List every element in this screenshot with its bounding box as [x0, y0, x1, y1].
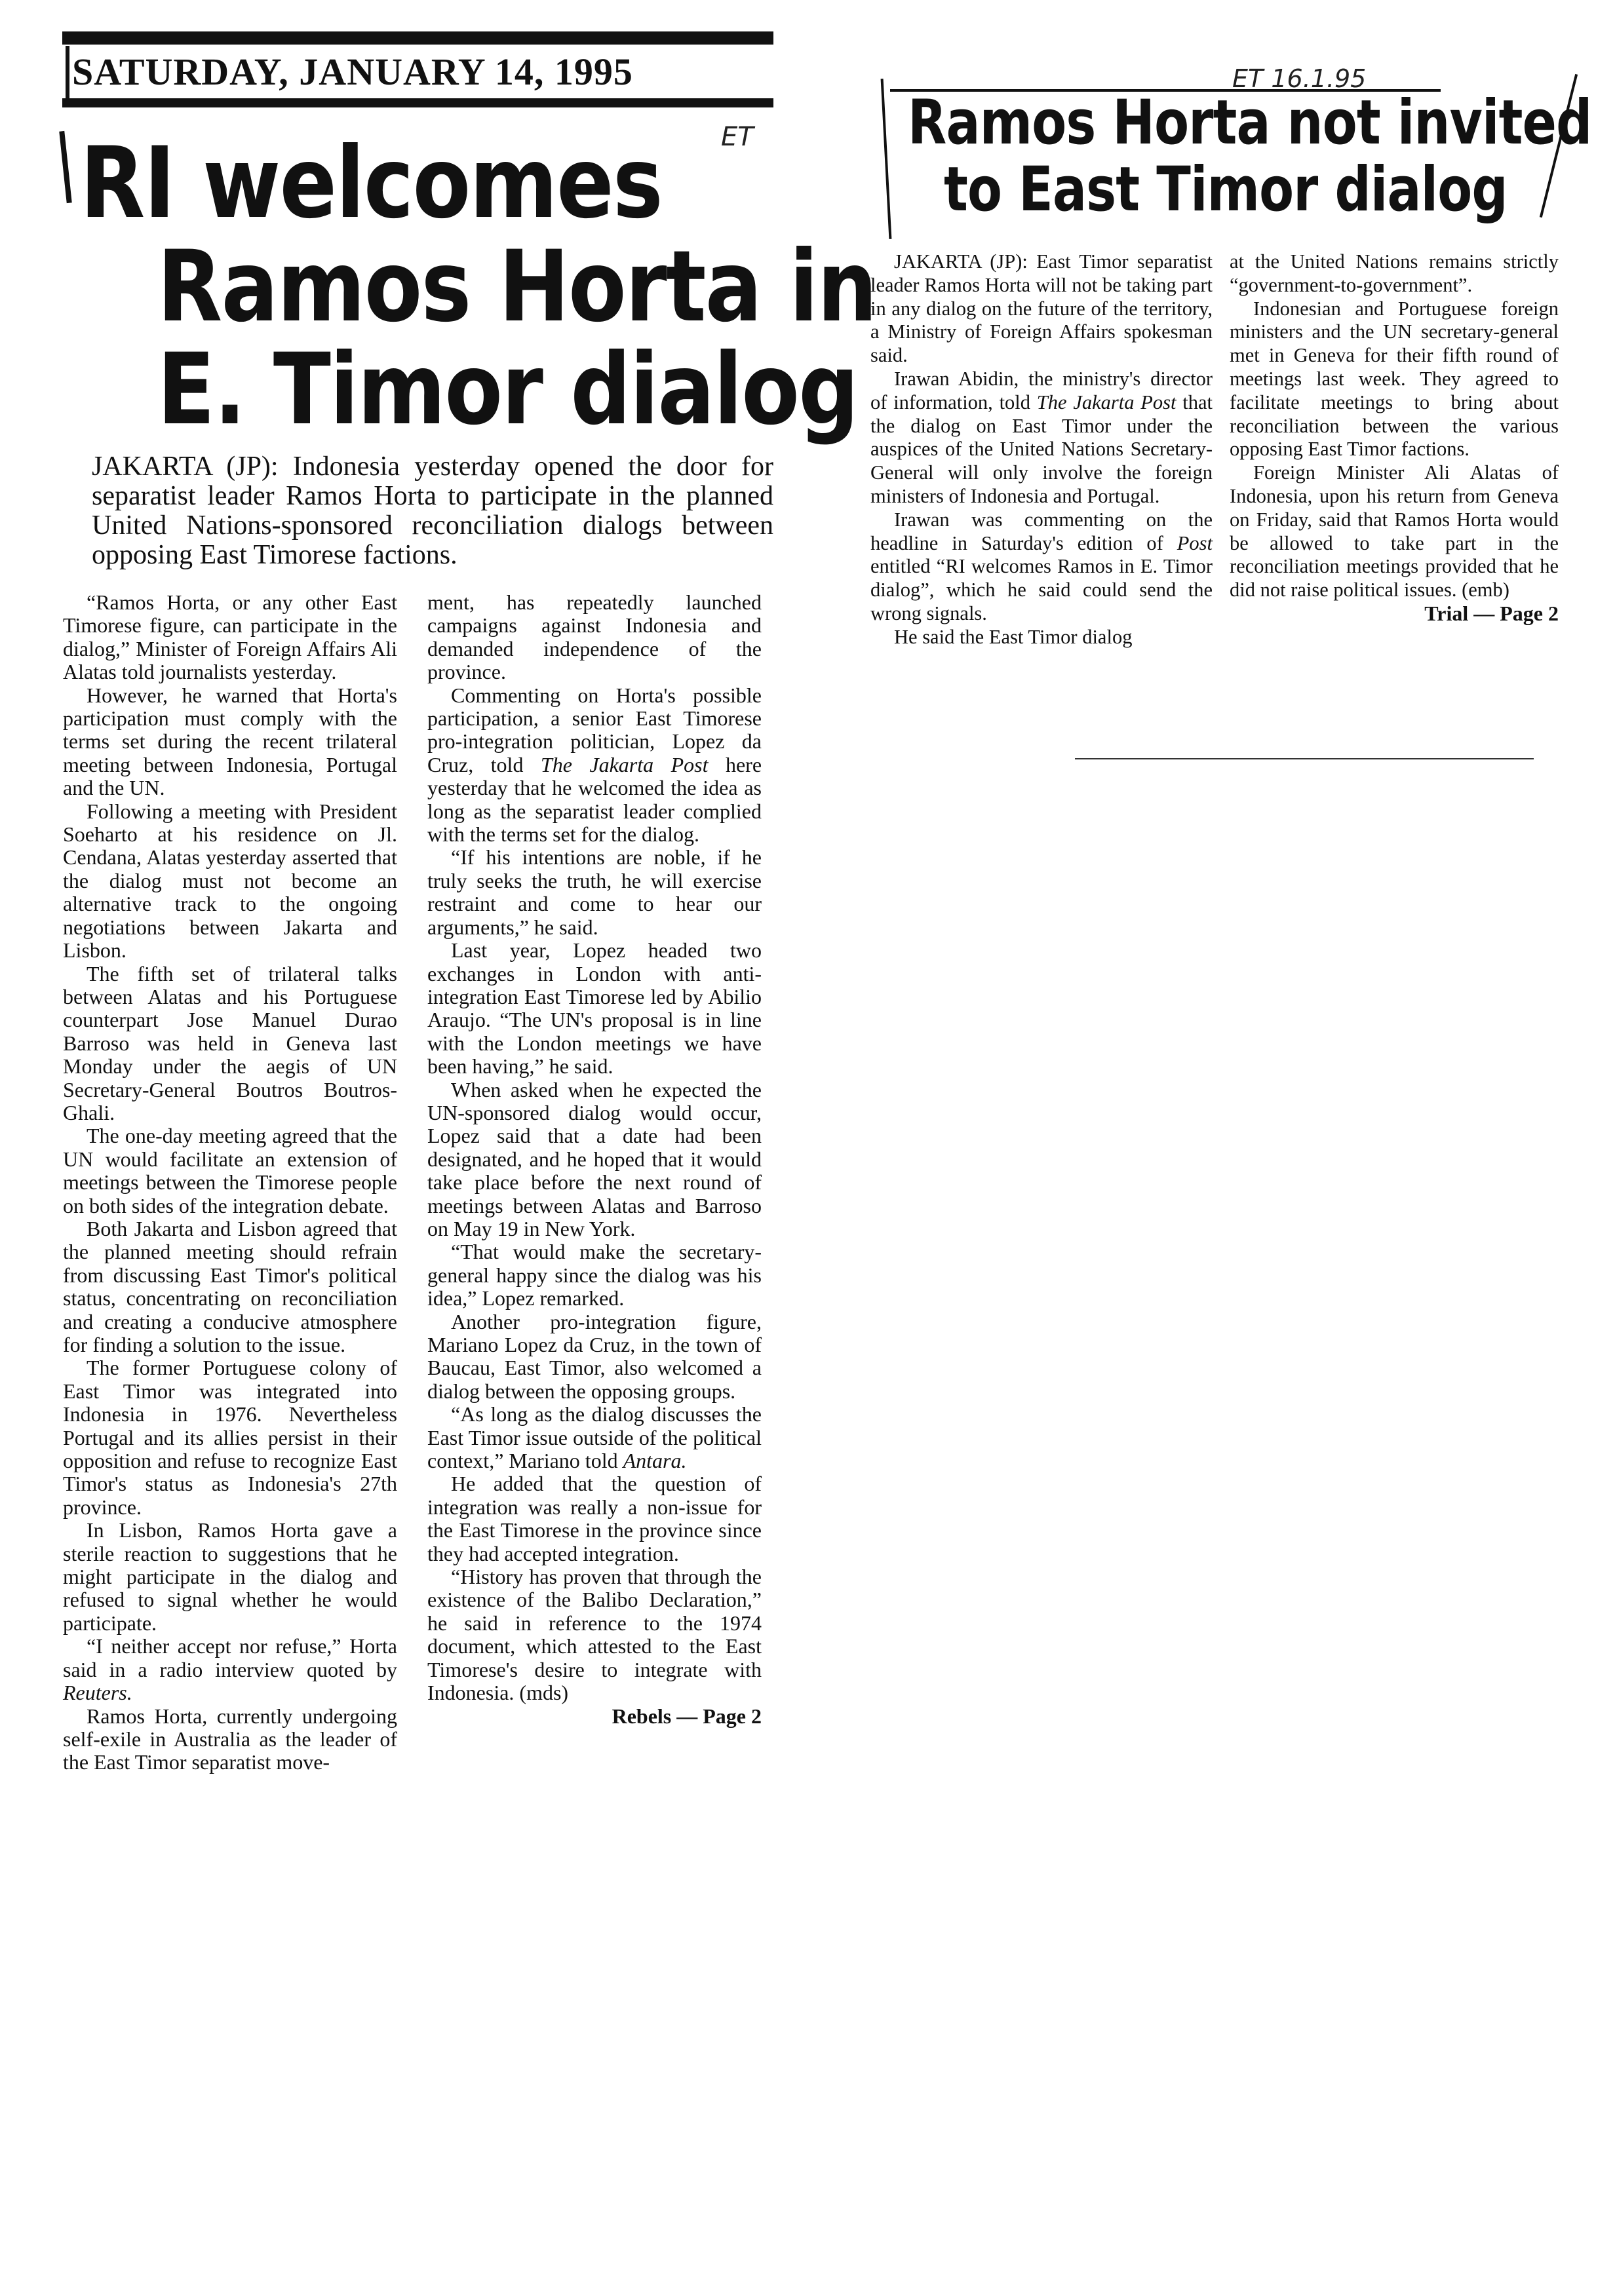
paragraph: “If his intentions are noble, if he truly seeks the truth, he will exercise restraint and come to hear our arguments,” he said.: [427, 845, 762, 939]
paragraph: Following a meeting with President Soeharto at his residence on Jl. Cendana, Alatas yesterday asserted that the dialog must not become an alternative track to the ongoing negotiations between Jakarta and Lisbon.: [63, 799, 397, 963]
dateline-bracket: [66, 46, 69, 98]
paragraph: The one-day meeting agreed that the UN would facilitate an extension of meetings between the Timorese people on both sides of the integration debate.: [63, 1124, 397, 1217]
publication-name: Post: [1177, 531, 1213, 554]
right-article-column-2: [1230, 250, 1559, 626]
paragraph-text: Irawan Abidin, the ministry's director of information, told: [870, 367, 1213, 413]
dateline-rule-bottom: [62, 98, 773, 107]
source-name: Reuters.: [63, 1681, 132, 1705]
paragraph-text: that the dialog on East Timor under the auspices of the United Nations Secretary-General will only involve the foreign ministers of Indonesia and Portugal.: [870, 391, 1213, 507]
article-lead: JAKARTA (JP): Indonesia yesterday opened the door for separatist leader Ramos Horta to participate in the planned United Nations-sponsored reconciliation dialogs between opposing East Timorese factions.: [92, 451, 773, 570]
handwritten-mark: ET: [721, 122, 754, 152]
paragraph-text: “I neither accept nor refuse,” Horta said in a radio interview quoted by: [63, 1634, 397, 1681]
paragraph: [63, 1635, 397, 1704]
paragraph: The former Portuguese colony of East Timor was integrated into Indonesia in 1976. Nevertheless Portugal and its allies persist in their opposition and refuse to recognize East Timor's status as Indonesia's 27th province.: [63, 1356, 397, 1519]
paragraph: “That would make the secretary-general happy since the dialog was his idea,” Lopez remarked.: [427, 1240, 762, 1311]
paragraph: “History has proven that through the existence of the Balibo Declaration,” he said in reference to the 1974 document, which attested to the East Timorese's desire to integrate with Indonesia. (mds): [427, 1565, 762, 1705]
paragraph: [427, 1403, 762, 1472]
right-headline-line-2: to East Timor dialog: [944, 154, 1508, 225]
paragraph-text: entitled “RI welcomes Ramos in E. Timor dialog”, which he said could send the wrong signals.: [870, 555, 1213, 624]
paragraph: However, he warned that Horta's participation must comply with the terms set during the recent trilateral meeting between Indonesia, Portugal and the UN.: [63, 683, 397, 800]
paragraph: Another pro-integration figure, Mariano Lopez da Cruz, in the town of Baucau, East Timor, also welcomed a dialog between the opposing groups.: [427, 1309, 762, 1403]
continued-on-page: Trial — Page 2: [1424, 601, 1559, 625]
dateline: SATURDAY, JANUARY 14, 1995: [72, 50, 633, 93]
right-article-column-1: [870, 250, 1213, 649]
article-column-1: [63, 591, 397, 1774]
source-name: Antara.: [623, 1449, 687, 1473]
paragraph: He added that the question of integration was really a non-issue for the East Timorese in the province since they had accepted integration.: [427, 1472, 762, 1565]
paragraph: [427, 684, 762, 847]
paragraph-text: “As long as the dialog discusses the East Timor issue outside of the political context,” Mariano told: [427, 1402, 762, 1473]
headline-line-2: Ramos Horta in: [157, 230, 876, 344]
paragraph: at the United Nations remains strictly “government-to-government”.: [1230, 250, 1559, 296]
paragraph: Foreign Minister Ali Alatas of Indonesia, upon his return from Geneva on Friday, said that Ramos Horta would be allowed to take part in the reconciliation meetings provided that he did not raise political issues. (emb): [1230, 461, 1559, 602]
paragraph-text: Commenting on Horta's possible participation, a senior East Timorese pro-integration politician, Lopez da Cruz, told: [427, 683, 762, 776]
paragraph: “Ramos Horta, or any other East Timorese figure, can participate in the dialog,” Minister of Foreign Affairs Ali Alatas told journalists yesterday.: [63, 590, 397, 684]
paragraph: When asked when he expected the UN-sponsored dialog would occur, Lopez said that a date had been designated, and he hoped that it would take place before the next round of meetings between Alatas and Barroso on May 19 in New York.: [427, 1077, 762, 1240]
article-column-2: [427, 591, 762, 1728]
margin-mark: [59, 131, 71, 203]
paragraph: Both Jakarta and Lisbon agreed that the planned meeting should refrain from discussing East Timor's political status, concentrating on reconciliation and creating a conducive atmosphere for finding a solution to the issue.: [63, 1216, 397, 1356]
right-headline-line-1: Ramos Horta not invited: [908, 87, 1592, 159]
paragraph: Indonesian and Portuguese foreign ministers and the UN secretary-general met in Geneva for their fifth round of meetings last week. They agreed to facilitate meetings to bring about reconciliation between the various opposing East Timor factions.: [1230, 297, 1559, 461]
paragraph: In Lisbon, Ramos Horta gave a sterile reaction to suggestions that he might participate in the dialog and refused to signal whether he would participate.: [63, 1518, 397, 1635]
paragraph-text: here yesterday that he welcomed the idea as long as the separatist leader complied with the terms set for the dialog.: [427, 752, 762, 847]
paragraph: [870, 508, 1213, 626]
paragraph: The fifth set of trilateral talks between Alatas and his Portuguese counterpart Jose Manuel Durao Barroso was held in Geneva last Monday under the aegis of UN Secretary-General Boutros Boutros-Ghali.: [63, 961, 397, 1124]
paragraph: ment, has repeatedly launched campaigns against Indonesia and demanded independence of the province.: [427, 590, 762, 684]
publication-name: The Jakarta Post: [540, 752, 709, 776]
paragraph: Last year, Lopez headed two exchanges in London with anti-integration East Timorese led by Abilio Araujo. “The UN's proposal is in line with the London meetings we have been having,” he said.: [427, 938, 762, 1079]
paragraph: Ramos Horta, currently undergoing self-exile in Australia as the leader of the East Timor separatist move-: [63, 1704, 397, 1774]
paragraph: JAKARTA (JP): East Timor separatist leader Ramos Horta will not be taking part in any dialog on the future of the territory, a Ministry of Foreign Affairs spokesman said.: [870, 250, 1213, 367]
headline-line-1: RI welcomes: [80, 126, 662, 240]
handwritten-date-mark: ET 16.1.95: [1232, 64, 1367, 93]
paragraph: He said the East Timor dialog: [894, 625, 1133, 648]
paragraph: [870, 368, 1213, 508]
dateline-rule-top: [62, 31, 773, 45]
publication-name: The Jakarta Post: [1036, 391, 1177, 413]
continued-on-page: Rebels — Page 2: [612, 1704, 762, 1728]
headline-line-3: E. Timor dialog: [157, 333, 858, 447]
paragraph-text: Irawan was commenting on the headline in Saturday's edition of: [870, 508, 1213, 554]
article-end-rule: [1075, 758, 1534, 759]
headline-box-left: [881, 79, 892, 239]
